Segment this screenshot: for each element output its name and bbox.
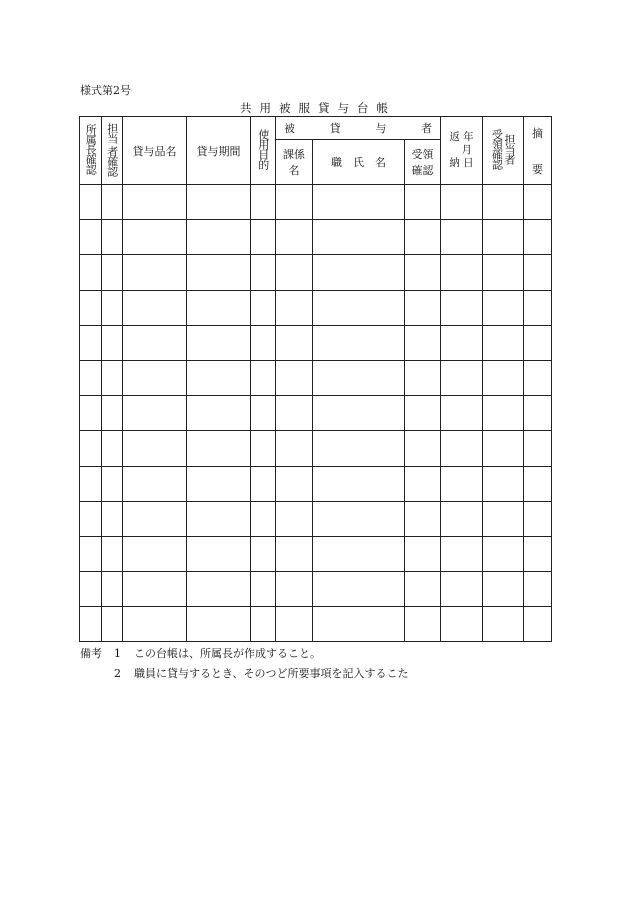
- ledger-cell[interactable]: [524, 501, 552, 536]
- ledger-cell[interactable]: [441, 501, 483, 536]
- ledger-cell[interactable]: [276, 501, 313, 536]
- ledger-cell[interactable]: [524, 396, 552, 431]
- ledger-cell[interactable]: [187, 255, 251, 290]
- ledger-cell[interactable]: [405, 255, 441, 290]
- ledger-cell[interactable]: [313, 572, 405, 607]
- ledger-cell[interactable]: [80, 466, 102, 501]
- ledger-cell[interactable]: [524, 572, 552, 607]
- ledger-cell[interactable]: [524, 536, 552, 571]
- ledger-cell[interactable]: [483, 396, 524, 431]
- ledger-cell[interactable]: [405, 501, 441, 536]
- ledger-cell[interactable]: [405, 607, 441, 642]
- header-hitaiyosha: 被 貸 与 者: [276, 117, 441, 140]
- ledger-cell[interactable]: [483, 290, 524, 325]
- ledger-cell[interactable]: [313, 607, 405, 642]
- lending-ledger-table: [79, 116, 552, 642]
- ledger-cell[interactable]: [251, 431, 276, 466]
- ledger-cell[interactable]: [80, 431, 102, 466]
- ledger-cell[interactable]: [441, 572, 483, 607]
- ledger-cell[interactable]: [405, 325, 441, 360]
- ledger-cell[interactable]: [441, 290, 483, 325]
- ledger-cell[interactable]: [313, 431, 405, 466]
- ledger-cell[interactable]: [483, 501, 524, 536]
- ledger-cell[interactable]: [187, 290, 251, 325]
- ledger-cell[interactable]: [187, 220, 251, 255]
- page-title: 共用被服貸与台帳: [240, 101, 396, 115]
- ledger-cell[interactable]: [251, 325, 276, 360]
- ledger-cell[interactable]: [251, 501, 276, 536]
- ledger-cell[interactable]: [524, 360, 552, 395]
- ledger-cell[interactable]: [123, 396, 187, 431]
- ledger-cell[interactable]: [251, 572, 276, 607]
- ledger-cell[interactable]: [80, 255, 102, 290]
- ledger-cell[interactable]: [524, 255, 552, 290]
- ledger-row: [80, 466, 552, 501]
- ledger-cell[interactable]: [251, 466, 276, 501]
- ledger-cell[interactable]: [441, 607, 483, 642]
- ledger-cell[interactable]: [276, 290, 313, 325]
- ledger-cell[interactable]: [483, 255, 524, 290]
- ledger-cell[interactable]: [276, 255, 313, 290]
- ledger-cell[interactable]: [187, 431, 251, 466]
- ledger-cell[interactable]: [102, 536, 123, 571]
- ledger-cell[interactable]: [123, 501, 187, 536]
- ledger-cell[interactable]: [80, 501, 102, 536]
- header-tanto-kakunin: 担当 者確認: [102, 117, 123, 185]
- ledger-cell[interactable]: [276, 536, 313, 571]
- ledger-cell[interactable]: [251, 185, 276, 220]
- ledger-cell[interactable]: [123, 325, 187, 360]
- ledger-row: [80, 536, 552, 571]
- ledger-cell[interactable]: [80, 536, 102, 571]
- ledger-row: [80, 501, 552, 536]
- header-hinmei: 貸与品名: [123, 117, 187, 185]
- ledger-cell[interactable]: [123, 290, 187, 325]
- ledger-cell[interactable]: [102, 325, 123, 360]
- ledger-cell[interactable]: [405, 220, 441, 255]
- ledger-cell[interactable]: [251, 255, 276, 290]
- ledger-cell[interactable]: [80, 185, 102, 220]
- ledger-cell[interactable]: [102, 220, 123, 255]
- ledger-cell[interactable]: [187, 396, 251, 431]
- ledger-cell[interactable]: [313, 185, 405, 220]
- ledger-cell[interactable]: [441, 220, 483, 255]
- ledger-cell[interactable]: [251, 360, 276, 395]
- header-mokuteki: 使用目的: [251, 117, 276, 185]
- ledger-row: [80, 607, 552, 642]
- ledger-cell[interactable]: [483, 536, 524, 571]
- header-henno-date: 返 年 月 納 日: [441, 117, 483, 185]
- ledger-row: [80, 220, 552, 255]
- ledger-cell[interactable]: [524, 607, 552, 642]
- ledger-cell[interactable]: [276, 466, 313, 501]
- ledger-cell[interactable]: [80, 607, 102, 642]
- ledger-cell[interactable]: [187, 572, 251, 607]
- ledger-cell[interactable]: [441, 396, 483, 431]
- form-number: 様式第2号: [80, 84, 131, 97]
- note-item: 備考 1 この台帳は、所属長が作成すること。: [80, 646, 321, 660]
- ledger-cell[interactable]: [441, 255, 483, 290]
- ledger-cell[interactable]: [313, 396, 405, 431]
- ledger-cell[interactable]: [483, 431, 524, 466]
- header-row-1: [80, 117, 552, 140]
- ledger-cell[interactable]: [313, 325, 405, 360]
- ledger-cell[interactable]: [276, 325, 313, 360]
- ledger-cell[interactable]: [483, 607, 524, 642]
- ledger-cell[interactable]: [123, 607, 187, 642]
- notes-label: 備考: [80, 647, 102, 660]
- ledger-cell[interactable]: [251, 290, 276, 325]
- ledger-cell[interactable]: [80, 396, 102, 431]
- ledger-row: [80, 290, 552, 325]
- ledger-cell[interactable]: [524, 431, 552, 466]
- ledger-row: [80, 185, 552, 220]
- ledger-row: [80, 325, 552, 360]
- ledger-cell[interactable]: [251, 396, 276, 431]
- ledger-cell[interactable]: [441, 431, 483, 466]
- ledger-cell[interactable]: [483, 220, 524, 255]
- ledger-cell[interactable]: [187, 501, 251, 536]
- ledger-cell[interactable]: [187, 185, 251, 220]
- ledger-cell[interactable]: [102, 431, 123, 466]
- ledger-cell[interactable]: [276, 396, 313, 431]
- ledger-cell[interactable]: [123, 220, 187, 255]
- ledger-cell[interactable]: [483, 185, 524, 220]
- ledger-cell[interactable]: [123, 255, 187, 290]
- ledger-cell[interactable]: [276, 607, 313, 642]
- ledger-row: [80, 360, 552, 395]
- ledger-cell[interactable]: [123, 185, 187, 220]
- ledger-cell[interactable]: [80, 572, 102, 607]
- ledger-cell[interactable]: [405, 536, 441, 571]
- ledger-cell[interactable]: [524, 290, 552, 325]
- ledger-cell[interactable]: [123, 466, 187, 501]
- ledger-cell[interactable]: [313, 466, 405, 501]
- ledger-cell[interactable]: [276, 431, 313, 466]
- ledger-cell[interactable]: [251, 220, 276, 255]
- ledger-cell[interactable]: [251, 607, 276, 642]
- ledger-cell[interactable]: [102, 185, 123, 220]
- ledger-cell[interactable]: [524, 220, 552, 255]
- ledger-cell[interactable]: [123, 572, 187, 607]
- ledger-cell[interactable]: [187, 607, 251, 642]
- ledger-row: [80, 255, 552, 290]
- header-kikan: 貸与期間: [187, 117, 251, 185]
- ledger-cell[interactable]: [313, 536, 405, 571]
- ledger-row: [80, 572, 552, 607]
- header-tekiyo: 摘 要: [524, 117, 552, 185]
- ledger-row: [80, 396, 552, 431]
- ledger-cell[interactable]: [276, 360, 313, 395]
- ledger-body: [80, 185, 552, 642]
- header-shozokucho-kakunin: 所属長確認: [80, 117, 102, 185]
- ledger-cell[interactable]: [251, 536, 276, 571]
- ledger-cell[interactable]: [441, 325, 483, 360]
- ledger-cell[interactable]: [276, 572, 313, 607]
- notes-section: [80, 643, 409, 683]
- ledger-cell[interactable]: [441, 536, 483, 571]
- ledger-cell[interactable]: [483, 572, 524, 607]
- header-shokushimei: 職 氏 名: [313, 140, 405, 185]
- ledger-cell[interactable]: [405, 185, 441, 220]
- ledger-cell[interactable]: [276, 185, 313, 220]
- ledger-cell[interactable]: [313, 220, 405, 255]
- ledger-cell[interactable]: [276, 220, 313, 255]
- ledger-cell[interactable]: [313, 501, 405, 536]
- ledger-row: [80, 431, 552, 466]
- ledger-cell[interactable]: [80, 290, 102, 325]
- header-juryo-kakunin: 受領 確認: [405, 140, 441, 185]
- ledger-cell[interactable]: [483, 466, 524, 501]
- ledger-cell[interactable]: [187, 360, 251, 395]
- ledger-cell[interactable]: [313, 255, 405, 290]
- ledger-cell[interactable]: [187, 536, 251, 571]
- note-item: 2 職員に貸与するとき、そのつど所要事項を記入するこた: [114, 666, 409, 680]
- ledger-cell[interactable]: [441, 185, 483, 220]
- header-kakakari: 課係 名: [276, 140, 313, 185]
- ledger-cell[interactable]: [80, 325, 102, 360]
- ledger-cell[interactable]: [123, 360, 187, 395]
- ledger-cell[interactable]: [123, 431, 187, 466]
- ledger-cell[interactable]: [80, 360, 102, 395]
- ledger-cell[interactable]: [102, 572, 123, 607]
- ledger-cell[interactable]: [524, 325, 552, 360]
- ledger-cell[interactable]: [80, 220, 102, 255]
- ledger-cell[interactable]: [441, 466, 483, 501]
- header-tanto-juryo: 担当者 受領確認: [483, 117, 524, 185]
- ledger-cell[interactable]: [102, 607, 123, 642]
- ledger-cell[interactable]: [313, 290, 405, 325]
- ledger-cell[interactable]: [187, 466, 251, 501]
- ledger-cell[interactable]: [405, 572, 441, 607]
- ledger-cell[interactable]: [187, 325, 251, 360]
- ledger-cell[interactable]: [524, 185, 552, 220]
- ledger-cell[interactable]: [483, 325, 524, 360]
- ledger-cell[interactable]: [483, 360, 524, 395]
- ledger-cell[interactable]: [102, 255, 123, 290]
- ledger-cell[interactable]: [405, 431, 441, 466]
- ledger-cell[interactable]: [405, 290, 441, 325]
- ledger-cell[interactable]: [123, 536, 187, 571]
- ledger-cell[interactable]: [524, 466, 552, 501]
- ledger-cell[interactable]: [102, 501, 123, 536]
- ledger-cell[interactable]: [405, 466, 441, 501]
- ledger-cell[interactable]: [102, 290, 123, 325]
- ledger-cell[interactable]: [441, 360, 483, 395]
- ledger-cell[interactable]: [405, 396, 441, 431]
- ledger-cell[interactable]: [102, 396, 123, 431]
- ledger-cell[interactable]: [313, 360, 405, 395]
- ledger-cell[interactable]: [102, 360, 123, 395]
- ledger-cell[interactable]: [405, 360, 441, 395]
- ledger-cell[interactable]: [102, 466, 123, 501]
